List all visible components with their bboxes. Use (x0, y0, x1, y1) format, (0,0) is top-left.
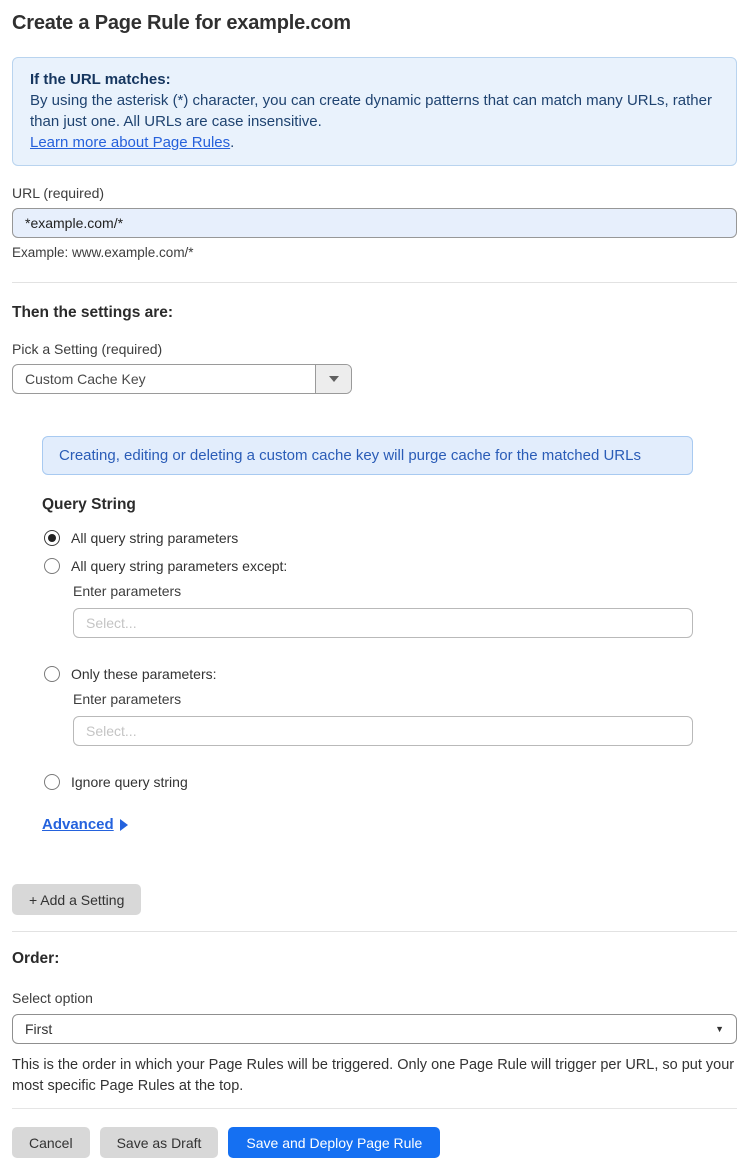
order-select-label: Select option (12, 990, 93, 1006)
radio-button[interactable] (44, 774, 60, 790)
radio-label[interactable]: All query string parameters except: (71, 558, 288, 574)
radio-label[interactable]: All query string parameters (71, 530, 239, 546)
order-heading: Order: (12, 950, 60, 967)
url-label: URL (required) (12, 185, 105, 201)
pick-setting-label: Pick a Setting (required) (12, 341, 163, 357)
order-select[interactable] (12, 1014, 737, 1044)
purge-cache-notice: Creating, editing or deleting a custom cache key will purge cache for the matched URLs (42, 436, 693, 475)
section-divider (12, 931, 737, 932)
enter-parameters-label: Enter parameters (73, 691, 182, 707)
radio-button-selected[interactable] (44, 530, 60, 546)
custom-cache-key-section (42, 436, 737, 833)
triangle-down-glyph (329, 376, 339, 382)
url-hint: Example: www.example.com/* (12, 245, 194, 260)
cancel-button[interactable]: Cancel (12, 1127, 90, 1158)
radio-option-ignore-query[interactable] (42, 774, 737, 790)
learn-more-link[interactable]: Learn more about Page Rules (30, 134, 231, 151)
order-help-text: This is the order in which your Page Rules will be triggered. Only one Page Rule will trigger per URL, so put your most specific Page Rules at the top. (12, 1057, 735, 1094)
only-params-field (73, 691, 737, 746)
order-select-value: First (25, 1021, 53, 1037)
advanced-link[interactable]: Advanced (42, 816, 114, 833)
save-and-deploy-button[interactable]: Save and Deploy Page Rule (228, 1127, 440, 1158)
link-period: . (230, 134, 235, 151)
url-match-info-box (12, 57, 737, 166)
caret-right-icon (120, 819, 128, 831)
footer-divider (12, 1108, 737, 1109)
info-box-body: By using the asterisk (*) character, you can create dynamic patterns that can match many URLs, rather than just one. All URLs are case insensitive. (30, 92, 712, 130)
setting-dropdown-value: Custom Cache Key (25, 371, 146, 387)
add-setting-button[interactable]: + Add a Setting (12, 884, 141, 915)
radio-button[interactable] (44, 558, 60, 574)
section-divider (12, 282, 737, 283)
chevron-down-icon[interactable] (315, 365, 351, 393)
radio-label[interactable]: Only these parameters: (71, 666, 217, 682)
setting-dropdown[interactable] (12, 364, 352, 394)
info-box-heading: If the URL matches: (30, 71, 171, 88)
except-params-field (73, 583, 737, 638)
page-title: Create a Page Rule for example.com (12, 12, 351, 34)
footer-actions (12, 1127, 737, 1158)
enter-parameters-label: Enter parameters (73, 583, 182, 599)
query-string-heading: Query String (42, 496, 136, 513)
chevron-down-icon: ▼ (715, 1024, 724, 1034)
only-params-input[interactable] (73, 716, 693, 746)
radio-label[interactable]: Ignore query string (71, 774, 188, 790)
radio-button[interactable] (44, 666, 60, 682)
url-input[interactable] (12, 208, 737, 238)
radio-option-all-params[interactable] (42, 530, 737, 546)
radio-option-all-except[interactable] (42, 558, 737, 574)
settings-heading: Then the settings are: (12, 304, 174, 321)
advanced-toggle[interactable] (42, 816, 737, 833)
except-params-input[interactable] (73, 608, 693, 638)
save-as-draft-button[interactable]: Save as Draft (100, 1127, 219, 1158)
info-box-link-line (30, 132, 719, 153)
radio-option-only-these[interactable] (42, 666, 737, 682)
radio-dot (48, 534, 56, 542)
